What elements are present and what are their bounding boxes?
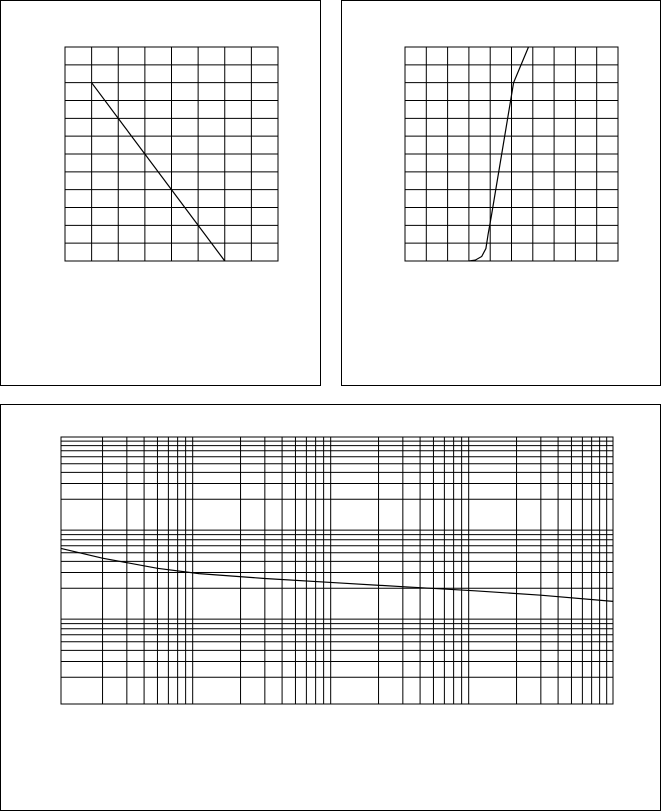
linear-chart-2 — [342, 1, 661, 387]
linear-chart-1 — [1, 1, 322, 387]
chart-panel-3 — [0, 404, 661, 811]
chart-panel-2 — [341, 0, 661, 386]
chart-panel-1 — [0, 0, 321, 386]
log-log-chart — [1, 405, 661, 812]
